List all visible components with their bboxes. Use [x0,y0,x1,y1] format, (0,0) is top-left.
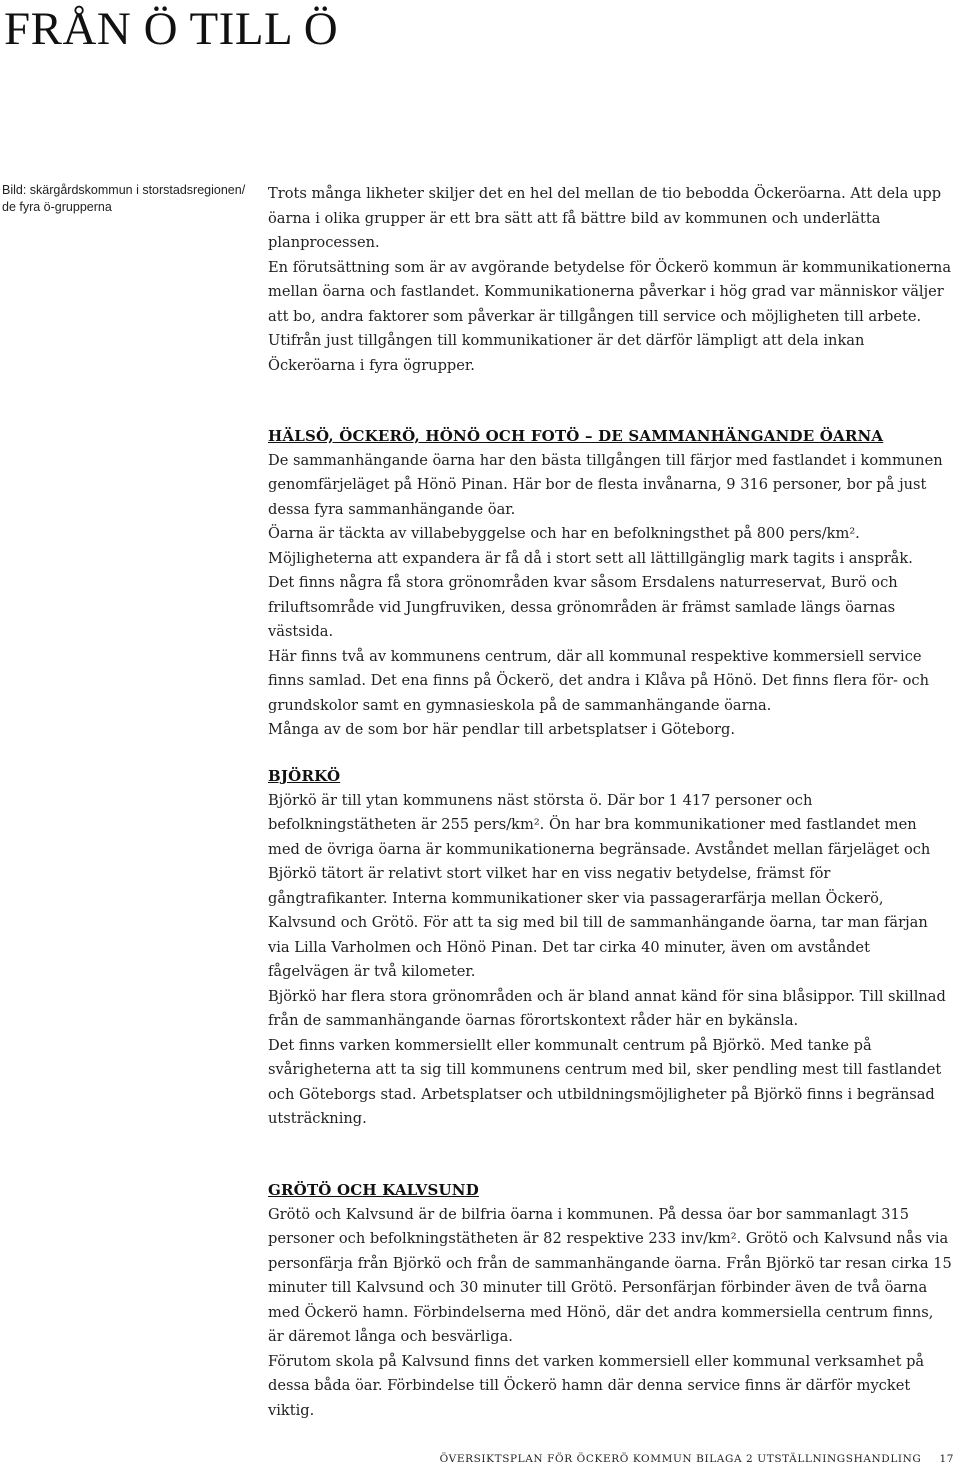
footer-document-title: ÖVERSIKTSPLAN FÖR ÖCKERÖ KOMMUN BILAGA 2 UTSTÄLLNINGSHANDLING [439,1453,922,1465]
section-paragraph: Björkö är till ytan kommunens näst största ö. Där bor 1 417 personer och befolkningstätheten är 255 pers/km². Ön har bra kommunikationer med fastlandet men med de övriga öarna är kommunikationerna begränsade. Avståndet mellan färjeläget och Björkö tätort är relativt stort vilket har en viss negativ betydelse, främst för gångtrafikanter. Interna kommunikationer sker via passagerarfärja mellan Öckerö, Kalvsund och Grötö. För att ta sig med bil till de sammanhängande öarna, tar man färjan via Lilla Varholmen och Hönö Pinan. Det tar cirka 40 minuter, även om avståndet fågelvägen är två kilometer. [268,791,931,980]
section-paragraph: Det finns några få stora grönområden kvar såsom Ersdalens naturreservat, Burö och friluftsområde vid Jungfruviken, dessa grönområden är främst samlade längs öarnas västsida. [268,574,898,640]
section-paragraph: De sammanhängande öarna har den bästa tillgången till färjor med fastlandet i kommunen genomfärjeläget på Hönö Pinan. Här bor de flesta invånarna, 9 316 personer, bor på just dessa fyra sammanhängande öar. [268,451,943,518]
section-heading: BJÖRKÖ [268,767,341,785]
section-paragraph: Möjligheterna att expandera är få då i stort sett all lättillgänglig mark tagits i anspråk. [268,549,913,567]
page-footer [440,1453,954,1465]
intro-paragraph: En förutsättning som är av avgörande betydelse för Öckerö kommun är kommunikationerna mellan öarna och fastlandet. Kommunikationerna påverkar i hög grad var människor väljer att bo, andra faktorer som påverkar är tillgången till service och möjligheten till arbete. Utifrån just tillgången till kommunikationer är det därför lämpligt att dela inkan Öckeröarna i fyra ögrupper. [268,258,952,374]
section-groto-kalvsund [268,1178,952,1423]
intro-text [268,182,952,378]
section-heading: HÄLSÖ, ÖCKERÖ, HÖNÖ OCH FOTÖ – DE SAMMANHÄNGANDE ÖARNA [268,427,884,445]
page-number: 17 [939,1453,954,1465]
section-bjorko [268,764,952,1132]
intro-paragraph: Trots många likheter skiljer det en hel del mellan de tio bebodda Öckeröarna. Att dela upp öarna i olika grupper är ett bra sätt att få bättre bild av kommunen och underlätta planprocessen. [268,185,942,251]
section-central-islands [268,424,952,743]
section-heading: GRÖTÖ OCH KALVSUND [268,1181,479,1199]
section-paragraph: Här finns två av kommunens centrum, där all kommunal respektive kommersiell service finns samlad. Det ena finns på Öckerö, det andra i Klåva på Hönö. Det finns flera för- och grundskolor samt en gymnasieskola på de sammanhängande öarna. [268,647,929,714]
image-caption: Bild: skärgårdskommun i storstadsregionen/ de fyra ö-grupperna [2,183,246,214]
section-paragraph: Öarna är täckta av villabebyggelse och har en befolkningsthet på 800 pers/km². [268,525,860,542]
section-paragraph: Björkö har flera stora grönområden och är bland annat känd för sina blåsippor. Till skillnad från de sammanhängande öarnas förortskontext råder här en bykänsla. [268,987,946,1029]
section-paragraph: Många av de som bor här pendlar till arbetsplatser i Göteborg. [268,721,736,738]
section-paragraph: Förutom skola på Kalvsund finns det varken kommersiell eller kommunal verksamhet på dessa båda öar. Förbindelse till Öckerö hamn där denna service finns är därför mycket viktig. [268,1352,925,1419]
section-paragraph: Det finns varken kommersiellt eller kommunalt centrum på Björkö. Med tanke på svårigheterna att ta sig till kommunens centrum med bil, sker pendling mest till fastlandet och Göteborgs stad. Arbetsplatser och utbildningsmöjligheter på Björkö finns i begränsad utsträckning. [268,1036,942,1127]
page-title: FRÅN Ö TILL Ö [4,3,339,55]
section-paragraph: Grötö och Kalvsund är de bilfria öarna i kommunen. På dessa öar bor sammanlagt 315 personer och befolkningstätheten är 82 respektive 233 inv/km². Grötö och Kalvsund nås via personfärja från Björkö och från de sammanhängande öarna. Från Björkö tar resan cirka 15 minuter till Kalvsund och 30 minuter till Grötö. Personfärjan förbinder även de två öarna med Öckerö hamn. Förbindelserna med Hönö, där det andra kommersiella centrum finns, är däremot långa och besvärliga. [268,1205,952,1345]
